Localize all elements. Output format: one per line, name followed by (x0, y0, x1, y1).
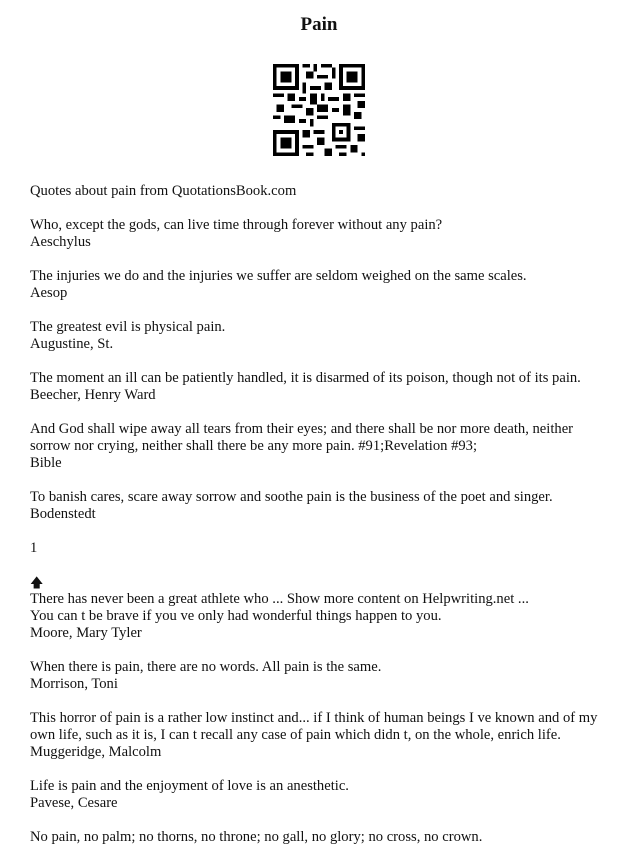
quote-item (30, 217, 614, 251)
quote-author: Aeschylus (30, 234, 91, 250)
intro-line: Quotes about pain from QuotationsBook.com (30, 183, 297, 199)
quote-author: Morrison, Toni (30, 676, 118, 692)
quote-author: Moore, Mary Tyler (30, 625, 142, 641)
quote-text: And God shall wipe away all tears from their eyes; and there shall be nor more death, neither sorrow nor crying, neither shall there be any more pain. #91;Revelation #93; (30, 421, 574, 454)
quote-author: Muggeridge, Malcolm (30, 744, 162, 760)
quote-author: Bodenstedt (30, 506, 96, 522)
qr-code-icon (273, 64, 365, 156)
quote-text: The injuries we do and the injuries we suffer are seldom weighed on the same scales. (30, 268, 527, 284)
quote-author: Augustine, St. (30, 336, 114, 352)
quote-text: Life is pain and the enjoyment of love is an anesthetic. (30, 778, 349, 794)
page-number: 1 (30, 540, 38, 556)
quote-item (30, 268, 614, 302)
quote-author: Pavese, Cesare (30, 795, 118, 811)
quote-item (30, 421, 614, 472)
promo-text[interactable]: There has never been a great athlete who ... Show more content on Helpwriting.net ... (30, 591, 529, 607)
quote-text: The greatest evil is physical pain. (30, 319, 226, 335)
page-title: Pain (300, 14, 338, 35)
promo-line[interactable] (30, 574, 614, 608)
quotes-document (30, 183, 614, 863)
quote-item (30, 574, 614, 642)
quote-text: You can t be brave if you ve only had wonderful things happen to you. (30, 608, 442, 624)
quote-text: This horror of pain is a rather low instinct and... if I think of human beings I ve known and of my own life, such as it is, I can t recall any case of pain which didn t, on the whole, enrich life. (30, 710, 598, 743)
quote-author: Beecher, Henry Ward (30, 387, 156, 403)
quote-item (30, 778, 614, 812)
arrow-up-icon[interactable]: 🡅 (30, 575, 44, 590)
quote-item (30, 659, 614, 693)
quote-author: Bible (30, 455, 62, 471)
quote-item (30, 370, 614, 404)
quote-item (30, 319, 614, 353)
quote-item (30, 710, 614, 761)
quote-text: To banish cares, scare away sorrow and soothe pain is the business of the poet and singer. (30, 489, 553, 505)
quote-text: Who, except the gods, can live time through forever without any pain? (30, 217, 443, 233)
quote-item (30, 489, 614, 523)
quote-item (30, 829, 614, 846)
quote-author: Aesop (30, 285, 68, 301)
quote-text: No pain, no palm; no thorns, no throne; no gall, no glory; no cross, no crown. (30, 829, 483, 845)
quote-text: The moment an ill can be patiently handled, it is disarmed of its poison, though not of its pain. (30, 370, 581, 386)
quote-text: When there is pain, there are no words. All pain is the same. (30, 659, 382, 675)
